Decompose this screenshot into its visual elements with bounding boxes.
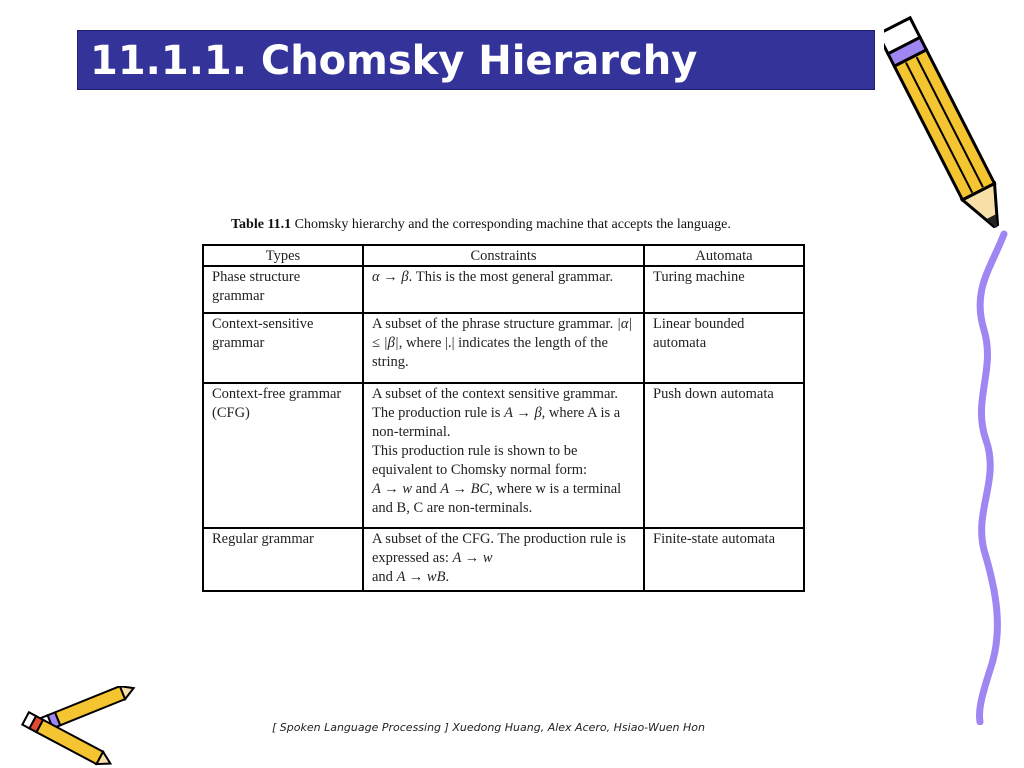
formula: A → BC xyxy=(440,481,490,497)
row-constraint xyxy=(363,313,644,383)
header-constraints: Constraints xyxy=(363,245,644,266)
constraint-tail: , where w is a terminal and B, C are non-terminals. xyxy=(372,481,622,516)
header-types: Types xyxy=(203,245,363,266)
caption-label: Table 11.1 xyxy=(231,217,292,232)
chomsky-table xyxy=(202,244,805,592)
row-type: Phase structure grammar xyxy=(203,266,363,313)
formula: A → w xyxy=(372,481,413,497)
title-bar xyxy=(77,30,875,90)
table-row xyxy=(203,313,804,383)
constraint-line2: This production rule is shown to be equivalent to Chomsky normal form: xyxy=(372,443,588,478)
formula: A → wB xyxy=(396,569,446,585)
squiggle-decoration xyxy=(960,230,1010,725)
table-row xyxy=(203,383,804,528)
table-row xyxy=(203,528,804,591)
constraint-text: , where |.| indicates the length of the string. xyxy=(372,335,608,370)
row-constraint xyxy=(363,383,644,528)
constraint-intro: A subset of the CFG. The production rule is expressed as: xyxy=(372,531,626,566)
row-type: Context-free grammar (CFG) xyxy=(203,383,363,528)
footer-citation: [ Spoken Language Processing ] Xuedong Huang, Alex Acero, Hsiao-Wuen Hon xyxy=(272,721,706,734)
formula: α → β xyxy=(372,269,409,285)
constraint-mid: , where A is a non-terminal. xyxy=(372,405,621,440)
formula: A → w xyxy=(452,550,493,566)
row-automata: Push down automata xyxy=(644,383,804,528)
pencil-icon xyxy=(884,6,1008,244)
row-constraint xyxy=(363,528,644,591)
row-automata: Finite-state automata xyxy=(644,528,804,591)
pencils-icon xyxy=(18,686,136,768)
formula: |α| ≤ |β| xyxy=(372,316,633,351)
row-automata: Turing machine xyxy=(644,266,804,313)
row-automata: Linear bounded automata xyxy=(644,313,804,383)
page-title: 11.1.1. Chomsky Hierarchy xyxy=(90,38,698,84)
constraint-text: . This is the most general grammar. xyxy=(408,269,614,285)
row-type: Context-sensitive grammar xyxy=(203,313,363,383)
header-automata: Automata xyxy=(644,245,804,266)
constraint-tail: . xyxy=(445,569,450,585)
constraint-intro: A subset of the phrase structure grammar. xyxy=(372,316,614,332)
table-row xyxy=(203,266,804,313)
constraint-intro: A subset of the context sensitive grammar. The production rule is xyxy=(372,386,619,421)
row-constraint xyxy=(363,266,644,313)
formula: A → β xyxy=(504,405,542,421)
table-caption xyxy=(231,217,731,233)
constraint-and: and xyxy=(415,481,437,497)
row-type: Regular grammar xyxy=(203,528,363,591)
table-header-row xyxy=(203,245,804,266)
caption-text: Chomsky hierarchy and the corresponding machine that accepts the language. xyxy=(291,217,731,232)
constraint-and: and xyxy=(372,569,393,585)
